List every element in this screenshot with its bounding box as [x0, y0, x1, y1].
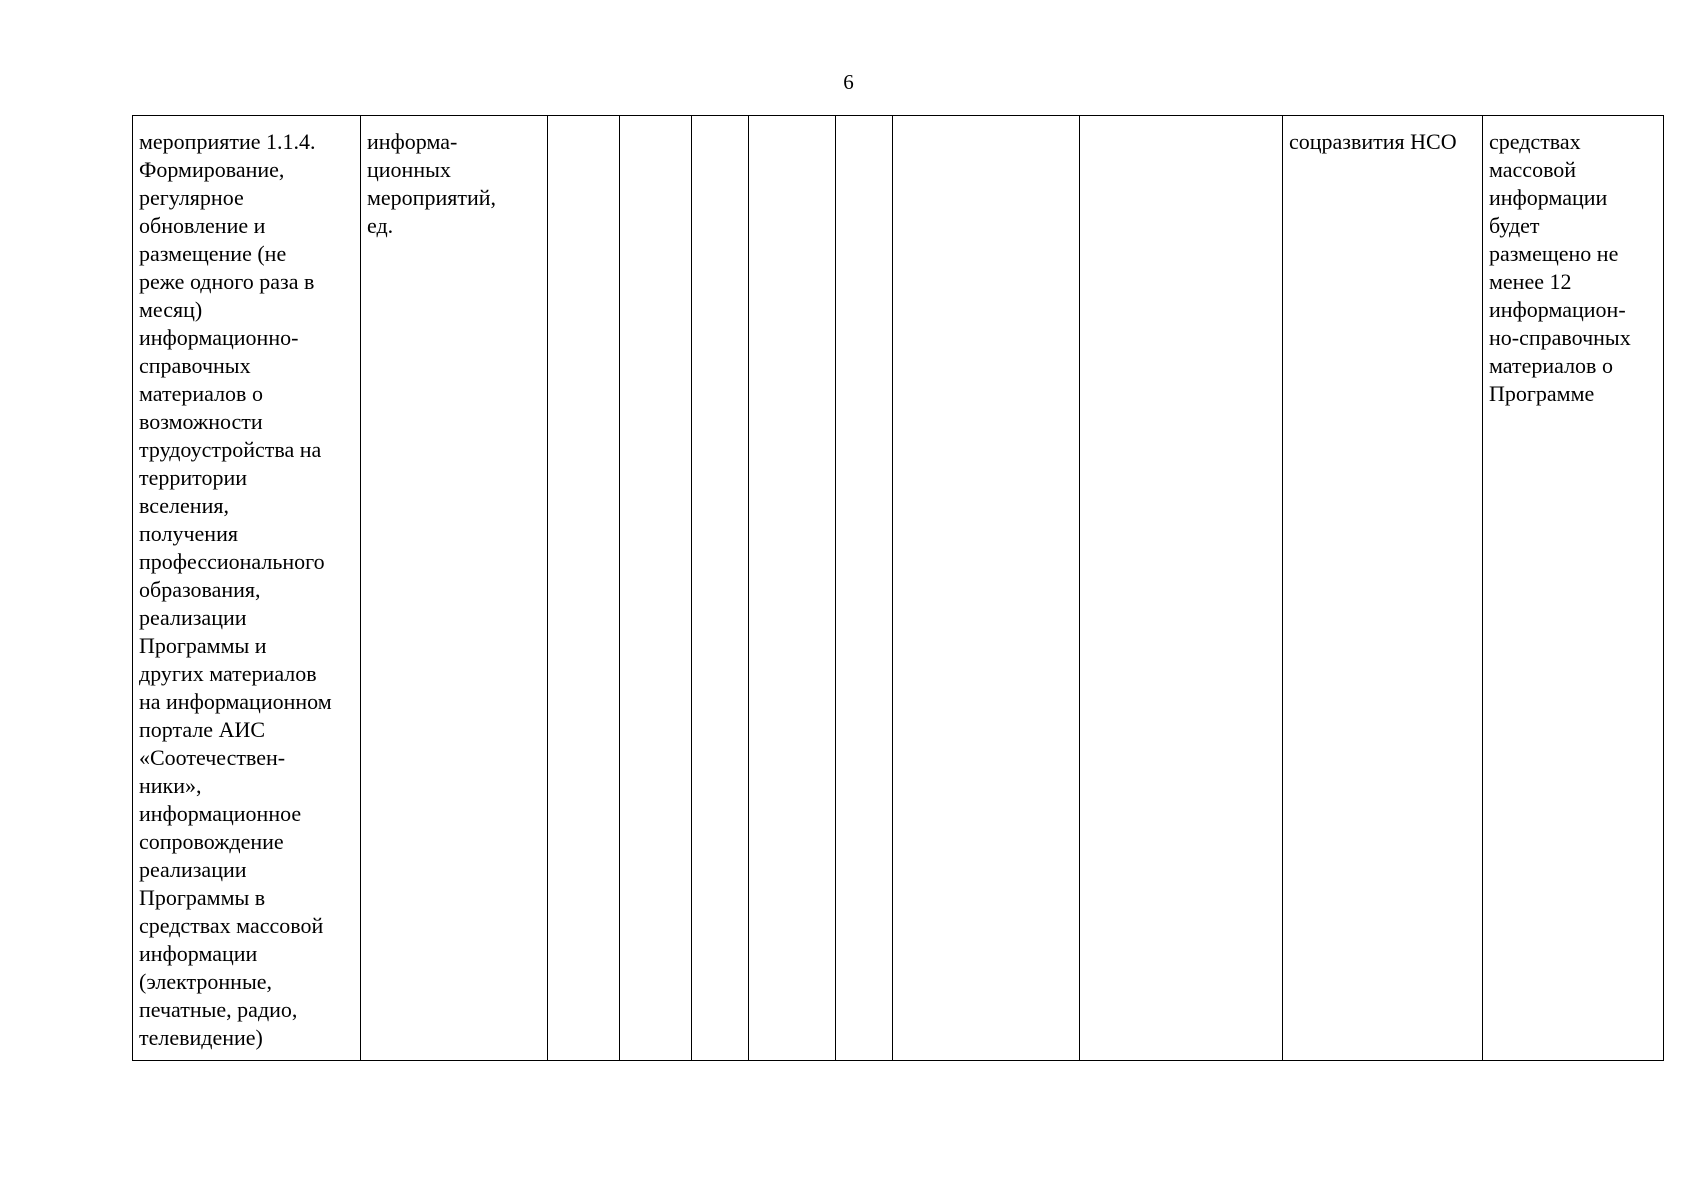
cell-expected-result	[1483, 116, 1664, 1061]
cell-empty-5	[836, 116, 893, 1061]
cell-executor	[1283, 116, 1483, 1061]
program-measures-table	[132, 115, 1664, 1061]
cell-empty-7	[1080, 116, 1283, 1061]
cell-empty-1	[548, 116, 620, 1061]
cell-indicator-unit	[361, 116, 548, 1061]
executor-text: соцразвития НСО	[1289, 129, 1457, 154]
cell-measure-description	[133, 116, 361, 1061]
cell-empty-2	[620, 116, 692, 1061]
expected-result-text: средствах массовой информации будет размещено не менее 12 информацион- но-справочных материалов о Программе	[1489, 129, 1631, 406]
cell-empty-3	[692, 116, 749, 1061]
page-number: 6	[843, 70, 854, 94]
cell-empty-4	[749, 116, 836, 1061]
measure-description-text: мероприятие 1.1.4. Формирование, регулярное обновление и размещение (не реже одного раза в месяц) информационно- справочных материалов о возможности трудоустройства на территории вселения, получения профессионального образования, реализации Программы и других материалов на информационном портале АИС «Соотечествен- ники», информационное сопровождение реализации Программы в средствах массовой информации (электронные, печатные, радио, телевидение)	[139, 129, 332, 1050]
indicator-unit-text: информа- ционных мероприятий, ед.	[367, 129, 497, 238]
cell-empty-6	[893, 116, 1080, 1061]
table-row	[133, 116, 1664, 1061]
